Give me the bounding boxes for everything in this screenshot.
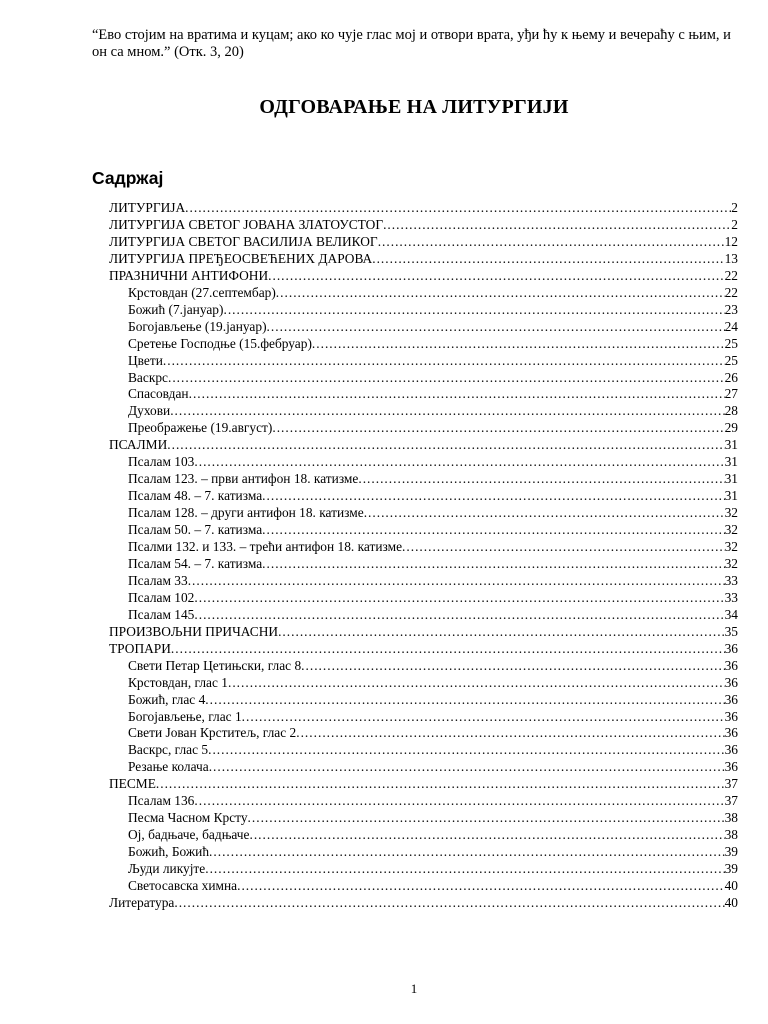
toc-entry-title: ЛИТУРГИЈА СВЕТОГ ЈОВАНА ЗЛАТОУСТОГ — [109, 216, 384, 232]
toc-entry-page: 39 — [724, 861, 738, 877]
toc-entry-page: 25 — [724, 352, 738, 368]
toc-entry[interactable] — [128, 657, 738, 674]
toc-entry-page: 32 — [724, 505, 738, 521]
toc-entry-title: Псалам 103 — [128, 454, 195, 470]
toc-leader-dots — [194, 453, 724, 470]
toc-entry-page: 38 — [724, 810, 738, 826]
toc-entry-title: Псалам 54. – 7. катизма — [128, 555, 263, 571]
toc-leader-dots — [205, 860, 724, 877]
toc-entry-page: 25 — [724, 335, 738, 351]
toc-entry-title: Светосавска химна — [128, 878, 238, 893]
toc-entry[interactable] — [128, 385, 738, 402]
toc-leader-dots — [242, 708, 725, 725]
toc-leader-dots — [364, 504, 725, 521]
toc-entry[interactable] — [128, 724, 738, 741]
toc-entry-title: Божић (7.јануар) — [128, 301, 224, 317]
toc-entry[interactable] — [128, 352, 738, 369]
toc-entry[interactable] — [128, 860, 738, 877]
toc-entry-title: ЛИТУРГИЈА ПРЕЂЕОСВЕЋЕНИХ ДАРОВА — [109, 250, 373, 266]
toc-entry-page: 37 — [724, 776, 738, 792]
toc-entry[interactable] — [128, 301, 738, 318]
toc-leader-dots — [296, 724, 724, 741]
toc-leader-dots — [185, 199, 731, 216]
toc-entry-page: 22 — [724, 284, 738, 300]
toc-entry-title: Свети Петар Цетињски, глас 8 — [128, 657, 302, 673]
toc-entry[interactable] — [128, 758, 738, 775]
toc-entry-title: Псалам 123. – први антифон 18. катизме — [128, 471, 359, 487]
toc-entry-page: 36 — [724, 657, 738, 673]
toc-entry-page: 28 — [724, 403, 738, 419]
toc-entry[interactable] — [128, 402, 738, 419]
toc-leader-dots — [168, 369, 725, 386]
toc-entry-title: Крстовдан (27.септембар) — [128, 284, 276, 300]
toc-leader-dots — [209, 758, 725, 775]
toc-entry-page: 35 — [724, 623, 738, 639]
toc-leader-dots — [372, 250, 724, 267]
toc-entry-page: 39 — [724, 844, 738, 860]
toc-leader-dots — [267, 318, 725, 335]
toc-leader-dots — [262, 521, 724, 538]
toc-entry-title: ПРОИЗВОЉНИ ПРИЧАСНИ — [109, 623, 279, 639]
toc-entry-title: Резање колача — [128, 759, 209, 775]
toc-entry-page: 29 — [724, 420, 738, 436]
epigraph-quote: “Ево стојим на вратима и куцам; ако ко чује глас мој и отвори врата, уђи ћу к њему и вечераћу с њим, и он са мном.” (Отк. 3, 20) — [92, 27, 731, 60]
toc-entry-page: 32 — [724, 539, 738, 554]
toc-entry[interactable] — [109, 267, 738, 284]
toc-entry-page: 12 — [724, 233, 738, 249]
toc-entry-page: 36 — [724, 725, 738, 741]
toc-entry-title: ПЕСМЕ — [109, 776, 156, 792]
toc-entry-title: Васкрс, глас 5 — [128, 742, 209, 758]
toc-leader-dots — [189, 385, 725, 402]
toc-entry[interactable] — [109, 250, 738, 267]
toc-entry[interactable] — [128, 369, 738, 386]
toc-entry-page: 36 — [724, 759, 738, 775]
toc-entry-title: Преображење (19.август) — [128, 420, 273, 436]
toc-entry-title: Васкрс — [128, 369, 168, 385]
toc-leader-dots — [262, 487, 724, 504]
toc-entry-title: ПСАЛМИ — [109, 437, 168, 453]
toc-entry[interactable] — [109, 216, 738, 233]
toc-heading: Садржај — [92, 168, 164, 188]
toc-entry[interactable] — [109, 623, 738, 640]
toc-entry-page: 38 — [724, 827, 738, 843]
toc-entry[interactable] — [109, 436, 738, 453]
toc-entry-title: Псалам 50. – 7. катизма — [128, 522, 263, 538]
toc-entry-page: 37 — [724, 793, 738, 809]
toc-entry-page: 24 — [724, 318, 738, 334]
toc-entry[interactable] — [109, 233, 738, 250]
toc-entry-title: Људи ликујте — [128, 861, 206, 877]
toc-leader-dots — [262, 555, 724, 572]
toc-entry-page: 27 — [724, 386, 738, 402]
toc-entry-title: ЛИТУРГИЈА — [109, 200, 186, 215]
toc-entry[interactable] — [128, 809, 738, 826]
toc-entry-title: Псалам 136 — [128, 793, 195, 809]
toc-entry-page: 36 — [724, 691, 738, 707]
toc-leader-dots — [301, 657, 724, 674]
toc-leader-dots — [278, 623, 725, 640]
toc-entry[interactable] — [128, 708, 738, 725]
toc-entry-page: 36 — [724, 640, 738, 656]
toc-entry-page: 40 — [724, 894, 738, 910]
toc-entry-title: ТРОПАРИ — [109, 640, 171, 656]
toc-leader-dots — [194, 589, 724, 606]
toc-entry-page: 23 — [724, 301, 738, 317]
toc-leader-dots — [163, 352, 725, 369]
toc-leader-dots — [276, 284, 725, 301]
toc-entry[interactable] — [128, 606, 738, 623]
document-title: ОДГОВАРАЊЕ НА ЛИТУРГИЈИ — [259, 96, 569, 118]
toc-entry[interactable] — [128, 826, 738, 843]
toc-entry[interactable] — [109, 894, 738, 911]
toc-leader-dots — [237, 877, 725, 894]
toc-leader-dots — [268, 267, 724, 284]
toc-leader-dots — [170, 402, 724, 419]
toc-leader-dots — [171, 640, 725, 657]
toc-entry-title: Божић, Божић — [128, 844, 210, 860]
toc-entry-title: Спасовдан — [128, 386, 189, 402]
toc-leader-dots — [248, 809, 725, 826]
toc-entry[interactable] — [128, 504, 738, 521]
toc-entry-page: 36 — [724, 708, 738, 724]
toc-entry-page: 33 — [724, 572, 738, 588]
toc-leader-dots — [167, 436, 724, 453]
toc-entry[interactable] — [128, 877, 738, 894]
toc-entry-title: Псалам 33 — [128, 572, 188, 588]
toc-entry-page: 31 — [724, 437, 738, 453]
toc-entry-page: 2 — [731, 200, 738, 215]
toc-leader-dots — [188, 572, 725, 589]
toc-entry-title: Псалам 102 — [128, 589, 195, 605]
toc-entry-title: Божић, глас 4 — [128, 691, 206, 707]
toc-leader-dots — [156, 775, 725, 792]
toc-entry[interactable] — [128, 674, 738, 691]
toc-entry-title: Цвети — [128, 352, 163, 368]
toc-entry-page: 36 — [724, 674, 738, 690]
toc-entry-page: 31 — [724, 488, 738, 504]
toc-entry[interactable] — [128, 419, 738, 436]
toc-leader-dots — [383, 216, 731, 233]
toc-entry-title: Псалам 48. – 7. катизма — [128, 488, 263, 504]
toc-entry-title: Ој, бадњаче, бадњаче — [128, 827, 250, 843]
toc-entry[interactable] — [128, 691, 738, 708]
toc-leader-dots — [208, 741, 725, 758]
toc-entry[interactable] — [128, 589, 738, 606]
toc-entry-page: 32 — [724, 522, 738, 538]
toc-leader-dots — [194, 792, 724, 809]
toc-entry-page: 2 — [731, 216, 738, 232]
toc-leader-dots — [223, 301, 724, 318]
toc-entry[interactable] — [128, 453, 738, 470]
toc-entry-page: 40 — [724, 878, 738, 893]
toc-entry-title: Сретење Господње (15.фебруар) — [128, 335, 312, 351]
toc-entry-title: Псалам 145 — [128, 606, 195, 622]
toc-leader-dots — [358, 470, 724, 487]
toc-entry[interactable] — [128, 521, 738, 538]
toc-entry-title: ЛИТУРГИЈА СВЕТОГ ВАСИЛИЈА ВЕЛИКОГ — [109, 233, 378, 249]
toc-entry-page: 26 — [724, 369, 738, 385]
toc-entry[interactable] — [128, 538, 738, 555]
toc-leader-dots — [205, 691, 724, 708]
toc-leader-dots — [228, 674, 725, 691]
toc-entry[interactable] — [128, 318, 738, 335]
toc-leader-dots — [272, 419, 724, 436]
toc-leader-dots — [249, 826, 724, 843]
toc-entry-page: 31 — [724, 471, 738, 487]
page-number: 1 — [410, 981, 418, 996]
toc-entry-page: 13 — [724, 250, 738, 266]
toc-entry[interactable] — [109, 775, 738, 792]
toc-entry-page: 33 — [724, 589, 738, 605]
toc-entry-page: 32 — [724, 555, 738, 571]
toc-leader-dots — [312, 335, 725, 352]
toc-entry[interactable] — [128, 487, 738, 504]
toc-entry[interactable] — [128, 555, 738, 572]
toc-entry-title: Духови — [128, 403, 171, 419]
toc-entry-title: Литература — [109, 894, 175, 910]
toc-entry-page: 31 — [724, 454, 738, 470]
toc-entry[interactable] — [109, 640, 738, 657]
toc-entry[interactable] — [109, 199, 738, 216]
toc-leader-dots — [174, 894, 724, 911]
toc-entry[interactable] — [128, 843, 738, 860]
toc-entry-page: 36 — [724, 742, 738, 758]
toc-entry[interactable] — [128, 470, 738, 487]
toc-entry[interactable] — [128, 572, 738, 589]
toc-entry-title: Песма Часном Крсту — [128, 810, 248, 826]
toc-leader-dots — [209, 843, 725, 860]
toc-entry[interactable] — [128, 335, 738, 352]
toc-entry-title: ПРАЗНИЧНИ АНТИФОНИ — [109, 267, 269, 283]
toc-entry[interactable] — [128, 792, 738, 809]
toc-entry-page: 22 — [724, 267, 738, 283]
toc-entry-page: 34 — [724, 606, 738, 622]
toc-entry-title: Псалам 128. – други антифон 18. катизме — [128, 505, 364, 521]
toc-entry-title: Свети Јован Крститељ, глас 2 — [128, 725, 297, 741]
toc-entry-title: Богојављење (19.јануар) — [128, 318, 267, 334]
toc-leader-dots — [194, 606, 724, 623]
toc-entry-title: Богојављење, глас 1 — [128, 708, 242, 724]
toc-leader-dots — [378, 233, 725, 250]
toc-entry[interactable] — [128, 741, 738, 758]
toc-entry-title: Крстовдан, глас 1 — [128, 674, 228, 690]
toc-entry-title: Псалми 132. и 133. – трећи антифон 18. катизме — [128, 539, 403, 554]
toc-entry[interactable] — [128, 284, 738, 301]
toc-leader-dots — [402, 538, 725, 555]
